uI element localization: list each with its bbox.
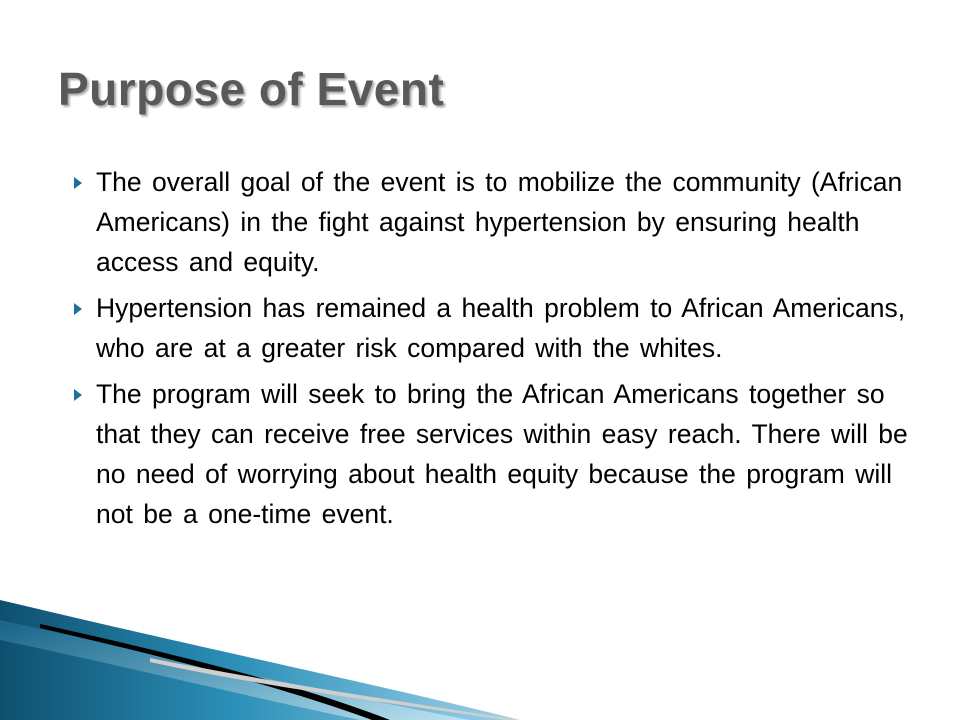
triangle-bullet-icon [74,303,82,315]
bullet-text: The overall goal of the event is to mobilize the community (African Americans) in the fight against hypertension by ensuring health access and equity. [96,167,903,277]
bullet-list [72,162,912,540]
bullet-item [72,374,912,534]
bullet-text: The program will seek to bring the African Americans together so that they can receive free services within easy reach. There will be no need of worrying about health equity because the program will not be a one-time event. [96,379,908,529]
slide-title: Purpose of Event [58,63,445,115]
bullet-item [72,288,912,368]
wave-decoration [0,600,960,720]
triangle-bullet-icon [74,177,82,189]
bullet-item [72,162,912,282]
triangle-bullet-icon [74,389,82,401]
bullet-text: Hypertension has remained a health problem to African Americans, who are at a greater risk compared with the whites. [96,293,906,363]
